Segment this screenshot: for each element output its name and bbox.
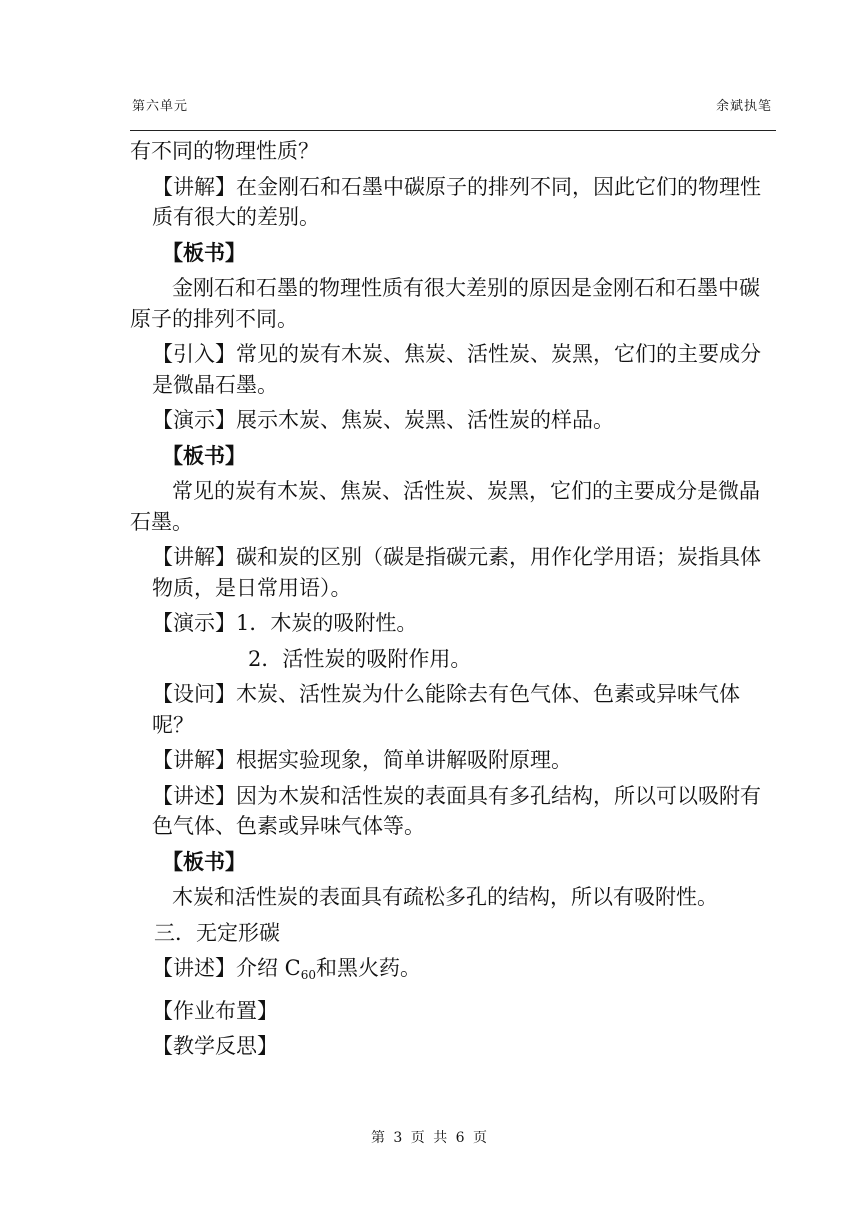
paragraph: 【设问】木炭、活性炭为什么能除去有色气体、色素或异味气体呢？ [152, 682, 740, 737]
paragraph: 【教学反思】 [152, 1034, 278, 1058]
text-run: 和黑火药。 [316, 956, 422, 980]
paragraph [130, 953, 780, 991]
paragraph: 【讲解】在金刚石和石墨中碳原子的排列不同，因此它们的物理性质有很大的差别。 [152, 174, 761, 229]
paragraph: 有不同的物理性质？ [130, 139, 319, 163]
paragraph: 【讲解】根据实验现象，简单讲解吸附原理。 [152, 748, 572, 772]
paragraph: 木炭和活性炭的表面具有疏松多孔的结构，所以有吸附性。 [172, 885, 718, 909]
paragraph: 常见的炭有木炭、焦炭、活性炭、炭黑，它们的主要成分是微晶石墨。 [130, 479, 760, 534]
paragraph: 【演示】1．木炭的吸附性。 [152, 611, 418, 635]
text-run: 【讲述】介绍 C [152, 956, 301, 980]
header-unit: 第六单元 [132, 99, 189, 114]
page-number: 第 3 页 共 6 页 [370, 1130, 490, 1146]
header-divider [130, 130, 776, 131]
paragraph: 【引入】常见的炭有木炭、焦炭、活性炭、炭黑，它们的主要成分是微晶石墨。 [152, 342, 761, 397]
header-author: 余斌执笔 [715, 99, 772, 114]
paragraph: 【作业布置】 [152, 998, 278, 1023]
paragraph: 金刚石和石墨的物理性质有很大差别的原因是金刚石和石墨中碳原子的排列不同。 [130, 276, 760, 331]
section-heading: 三．无定形碳 [154, 920, 280, 945]
paragraph: 【演示】展示木炭、焦炭、炭黑、活性炭的样品。 [152, 408, 614, 432]
section-label: 【板书】 [162, 442, 246, 468]
subscript: 60 [300, 968, 317, 982]
section-label: 【板书】 [162, 848, 246, 874]
section-label: 【板书】 [162, 239, 246, 265]
document-body [130, 136, 780, 1067]
paragraph: 【讲解】碳和炭的区别（碳是指碳元素，用作化学用语；炭指具体物质，是日常用语）。 [152, 545, 761, 600]
paragraph: 【讲述】因为木炭和活性炭的表面具有多孔结构，所以可以吸附有色气体、色素或异味气体等。 [152, 783, 761, 838]
list-item: 2．活性炭的吸附作用。 [248, 646, 472, 671]
